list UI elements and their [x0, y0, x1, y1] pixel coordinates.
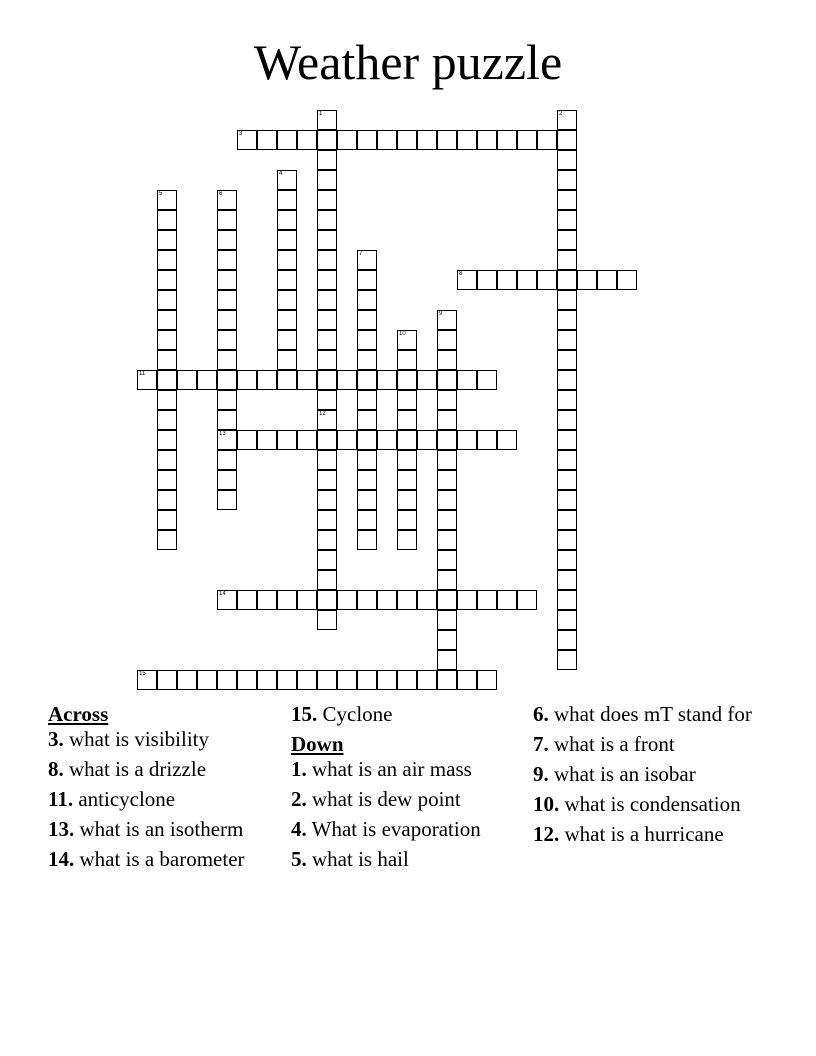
crossword-cell[interactable]	[217, 270, 237, 290]
crossword-cell[interactable]	[217, 290, 237, 310]
crossword-cell[interactable]	[317, 390, 337, 410]
crossword-cell[interactable]	[157, 470, 177, 490]
crossword-cell[interactable]	[317, 110, 337, 130]
crossword-cell[interactable]	[317, 310, 337, 330]
crossword-cell[interactable]	[277, 190, 297, 210]
crossword-cell[interactable]	[297, 370, 317, 390]
crossword-cell[interactable]	[437, 630, 457, 650]
clue-number: 1	[319, 111, 323, 117]
crossword-cell[interactable]	[437, 390, 457, 410]
clue-number-label: 1.	[291, 757, 307, 781]
clue-column-2	[291, 702, 523, 877]
crossword-cell[interactable]	[217, 450, 237, 470]
crossword-cell[interactable]	[357, 370, 377, 390]
crossword-cell[interactable]	[317, 410, 337, 430]
crossword-cell[interactable]	[277, 310, 297, 330]
crossword-cell[interactable]	[557, 510, 577, 530]
crossword-cell[interactable]	[437, 510, 457, 530]
clue-item	[533, 762, 765, 787]
crossword-cell[interactable]	[437, 370, 457, 390]
clue-item	[48, 817, 280, 842]
crossword-cell[interactable]	[217, 590, 237, 610]
crossword-cell[interactable]	[597, 270, 617, 290]
clue-text: what is a front	[548, 732, 675, 756]
crossword-cell[interactable]	[537, 270, 557, 290]
crossword-cell[interactable]	[557, 610, 577, 630]
crossword-cell[interactable]	[317, 570, 337, 590]
crossword-cell[interactable]	[437, 650, 457, 670]
crossword-cell[interactable]	[397, 510, 417, 530]
crossword-cell[interactable]	[377, 590, 397, 610]
crossword-cell[interactable]	[577, 270, 597, 290]
crossword-cell[interactable]	[557, 250, 577, 270]
clue-text: what is condensation	[559, 792, 741, 816]
crossword-cell[interactable]	[397, 370, 417, 390]
clue-item	[291, 757, 523, 782]
clue-text: what is a hurricane	[559, 822, 724, 846]
crossword-cell[interactable]	[397, 350, 417, 370]
clue-text: what is a barometer	[74, 847, 245, 871]
clue-item	[291, 817, 523, 842]
clue-number: 6	[219, 191, 223, 197]
crossword-cell[interactable]	[357, 470, 377, 490]
crossword-cell[interactable]	[217, 490, 237, 510]
crossword-cell[interactable]	[357, 350, 377, 370]
clue-item	[533, 822, 765, 847]
clue-number: 15	[139, 671, 146, 677]
clue-text: what is an isotherm	[74, 817, 244, 841]
clue-text: what is a drizzle	[63, 757, 207, 781]
crossword-cell[interactable]	[437, 450, 457, 470]
crossword-cell[interactable]	[357, 250, 377, 270]
clue-item	[533, 702, 765, 727]
crossword-cell[interactable]	[357, 430, 377, 450]
crossword-cell[interactable]	[157, 430, 177, 450]
crossword-cell[interactable]	[277, 270, 297, 290]
crossword-cell[interactable]	[557, 490, 577, 510]
crossword-cell[interactable]	[357, 410, 377, 430]
crossword-cell[interactable]	[157, 270, 177, 290]
crossword-cell[interactable]	[237, 670, 257, 690]
clue-number: 11	[139, 371, 146, 377]
crossword-cell[interactable]	[217, 190, 237, 210]
crossword-cell[interactable]	[157, 670, 177, 690]
crossword-cell[interactable]	[217, 390, 237, 410]
crossword-cell[interactable]	[217, 470, 237, 490]
crossword-cell[interactable]	[277, 430, 297, 450]
crossword-cell[interactable]	[297, 670, 317, 690]
crossword-cell[interactable]	[397, 390, 417, 410]
clue-text: Cyclone	[317, 702, 393, 726]
crossword-cell[interactable]	[317, 290, 337, 310]
crossword-cell[interactable]	[317, 370, 337, 390]
crossword-cell[interactable]	[357, 390, 377, 410]
crossword-cell[interactable]	[457, 370, 477, 390]
crossword-cell[interactable]	[357, 330, 377, 350]
crossword-cell[interactable]	[277, 170, 297, 190]
clue-item	[291, 847, 523, 872]
crossword-cell[interactable]	[497, 430, 517, 450]
crossword-cell[interactable]	[337, 370, 357, 390]
crossword-cell[interactable]	[457, 270, 477, 290]
crossword-cell[interactable]	[317, 330, 337, 350]
clue-number-label: 14.	[48, 847, 75, 871]
crossword-cell[interactable]	[217, 210, 237, 230]
crossword-cell[interactable]	[237, 430, 257, 450]
clue-text: what is dew point	[306, 787, 461, 811]
clue-item	[291, 702, 523, 727]
puzzle-title: Weather puzzle	[253, 34, 563, 90]
crossword-cell[interactable]	[357, 590, 377, 610]
crossword-cell[interactable]	[397, 590, 417, 610]
clue-number-label: 8.	[48, 757, 64, 781]
crossword-cell[interactable]	[197, 370, 217, 390]
crossword-cell[interactable]	[397, 530, 417, 550]
crossword-cell[interactable]	[317, 590, 337, 610]
clue-text: what does mT stand for	[548, 702, 752, 726]
crossword-cell[interactable]	[337, 130, 357, 150]
crossword-cell[interactable]	[557, 370, 577, 390]
clue-column-3	[533, 702, 765, 852]
crossword-cell[interactable]	[397, 330, 417, 350]
crossword-cell[interactable]	[417, 430, 437, 450]
crossword-cell[interactable]	[557, 310, 577, 330]
crossword-cell[interactable]	[557, 150, 577, 170]
crossword-cell[interactable]	[217, 430, 237, 450]
crossword-cell[interactable]	[557, 270, 577, 290]
crossword-cell[interactable]	[457, 130, 477, 150]
crossword-cell[interactable]	[217, 230, 237, 250]
crossword-cell[interactable]	[297, 130, 317, 150]
clue-text: what is visibility	[63, 727, 210, 751]
crossword-cell[interactable]	[177, 370, 197, 390]
crossword-cell[interactable]	[157, 410, 177, 430]
clue-item	[48, 847, 280, 872]
crossword-cell[interactable]	[237, 130, 257, 150]
clue-number: 7	[359, 251, 363, 257]
clue-text: what is an air mass	[306, 757, 472, 781]
clue-number-label: 10.	[533, 792, 560, 816]
crossword-cell[interactable]	[317, 170, 337, 190]
crossword-cell[interactable]	[317, 130, 337, 150]
crossword-cell[interactable]	[357, 290, 377, 310]
crossword-cell[interactable]	[157, 230, 177, 250]
crossword-cell[interactable]	[157, 190, 177, 210]
crossword-cell[interactable]	[397, 450, 417, 470]
crossword-cell[interactable]	[317, 450, 337, 470]
crossword-cell[interactable]	[337, 430, 357, 450]
crossword-cell[interactable]	[317, 510, 337, 530]
crossword-cell[interactable]	[497, 590, 517, 610]
crossword-cell[interactable]	[417, 670, 437, 690]
crossword-cell[interactable]	[377, 430, 397, 450]
clue-number: 4	[279, 171, 283, 177]
crossword-cell[interactable]	[557, 330, 577, 350]
crossword-cell[interactable]	[277, 230, 297, 250]
clue-item	[48, 787, 280, 812]
across-heading: Across	[48, 702, 109, 726]
crossword-cell[interactable]	[557, 350, 577, 370]
clue-number: 12	[319, 411, 326, 417]
crossword-cell[interactable]	[517, 270, 537, 290]
crossword-cell[interactable]	[217, 350, 237, 370]
crossword-cell[interactable]	[477, 270, 497, 290]
crossword-cell[interactable]	[497, 270, 517, 290]
crossword-cell[interactable]	[277, 210, 297, 230]
crossword-cell[interactable]	[337, 590, 357, 610]
crossword-cell[interactable]	[157, 390, 177, 410]
crossword-cell[interactable]	[297, 590, 317, 610]
crossword-cell[interactable]	[317, 250, 337, 270]
clue-number: 9	[439, 311, 443, 317]
crossword-cell[interactable]	[557, 390, 577, 410]
crossword-cell[interactable]	[557, 410, 577, 430]
crossword-cell[interactable]	[157, 510, 177, 530]
crossword-cell[interactable]	[357, 270, 377, 290]
crossword-cell[interactable]	[477, 370, 497, 390]
crossword-cell[interactable]	[457, 670, 477, 690]
crossword-cell[interactable]	[437, 470, 457, 490]
crossword-cell[interactable]	[317, 150, 337, 170]
crossword-cell[interactable]	[277, 590, 297, 610]
crossword-cell[interactable]	[317, 530, 337, 550]
clue-number-label: 7.	[533, 732, 549, 756]
crossword-cell[interactable]	[417, 130, 437, 150]
crossword-cell[interactable]	[317, 670, 337, 690]
crossword-cell[interactable]	[137, 370, 157, 390]
clue-number: 8	[459, 271, 463, 277]
crossword-cell[interactable]	[197, 670, 217, 690]
crossword-cell[interactable]	[557, 430, 577, 450]
crossword-cell[interactable]	[157, 530, 177, 550]
crossword-cell[interactable]	[157, 210, 177, 230]
clue-number-label: 5.	[291, 847, 307, 871]
clue-text: what is hail	[306, 847, 409, 871]
crossword-cell[interactable]	[517, 130, 537, 150]
crossword-cell[interactable]	[157, 450, 177, 470]
crossword-cell[interactable]	[477, 130, 497, 150]
crossword-cell[interactable]	[357, 490, 377, 510]
crossword-cell[interactable]	[277, 250, 297, 270]
crossword-cell[interactable]	[217, 670, 237, 690]
clue-item	[48, 757, 280, 782]
crossword-cell[interactable]	[277, 370, 297, 390]
crossword-cell[interactable]	[557, 110, 577, 130]
crossword-cell[interactable]	[477, 670, 497, 690]
clue-number: 14	[219, 591, 226, 597]
clue-text: anticyclone	[73, 787, 176, 811]
clue-text: what is an isobar	[548, 762, 696, 786]
crossword-cell[interactable]	[357, 670, 377, 690]
crossword-cell[interactable]	[317, 270, 337, 290]
crossword-cell[interactable]	[497, 130, 517, 150]
crossword-cell[interactable]	[317, 430, 337, 450]
crossword-cell[interactable]	[217, 330, 237, 350]
crossword-cell[interactable]	[257, 670, 277, 690]
clue-number-label: 9.	[533, 762, 549, 786]
crossword-cell[interactable]	[337, 670, 357, 690]
crossword-cell[interactable]	[537, 130, 557, 150]
crossword-cell[interactable]	[357, 450, 377, 470]
clue-item	[533, 792, 765, 817]
clue-item	[291, 787, 523, 812]
crossword-cell[interactable]	[277, 350, 297, 370]
crossword-cell[interactable]	[457, 430, 477, 450]
crossword-cell[interactable]	[557, 550, 577, 570]
crossword-cell[interactable]	[257, 590, 277, 610]
crossword-cell[interactable]	[417, 370, 437, 390]
crossword-cell[interactable]	[557, 590, 577, 610]
crossword-cell[interactable]	[437, 410, 457, 430]
crossword-cell[interactable]	[437, 610, 457, 630]
crossword-cell[interactable]	[557, 530, 577, 550]
clue-number: 13	[219, 431, 226, 437]
crossword-cell[interactable]	[357, 530, 377, 550]
crossword-cell[interactable]	[457, 590, 477, 610]
crossword-cell[interactable]	[237, 370, 257, 390]
crossword-cell[interactable]	[317, 230, 337, 250]
crossword-cell[interactable]	[317, 350, 337, 370]
crossword-cell[interactable]	[277, 290, 297, 310]
crossword-cell[interactable]	[437, 590, 457, 610]
crossword-cell[interactable]	[557, 230, 577, 250]
crossword-cell[interactable]	[357, 310, 377, 330]
clue-number-label: 12.	[533, 822, 560, 846]
crossword-cell[interactable]	[557, 650, 577, 670]
crossword-cell[interactable]	[397, 670, 417, 690]
crossword-cell[interactable]	[377, 670, 397, 690]
crossword-cell[interactable]	[317, 490, 337, 510]
crossword-cell[interactable]	[217, 410, 237, 430]
crossword-cell[interactable]	[437, 570, 457, 590]
crossword-cell[interactable]	[557, 450, 577, 470]
crossword-cell[interactable]	[137, 670, 157, 690]
clue-number-label: 13.	[48, 817, 75, 841]
crossword-cell[interactable]	[437, 530, 457, 550]
crossword-cell[interactable]	[477, 590, 497, 610]
crossword-cell[interactable]	[277, 330, 297, 350]
crossword-cell[interactable]	[317, 550, 337, 570]
clue-number: 5	[159, 191, 163, 197]
crossword-cell[interactable]	[157, 350, 177, 370]
crossword-cell[interactable]	[437, 350, 457, 370]
crossword-cell[interactable]	[397, 490, 417, 510]
crossword-cell[interactable]	[157, 310, 177, 330]
crossword-cell[interactable]	[437, 130, 457, 150]
crossword-cell[interactable]	[437, 550, 457, 570]
crossword-cell[interactable]	[157, 290, 177, 310]
crossword-cell[interactable]	[557, 190, 577, 210]
crossword-cell[interactable]	[157, 330, 177, 350]
clue-item	[48, 727, 280, 752]
crossword-cell[interactable]	[437, 430, 457, 450]
clue-text: What is evaporation	[306, 817, 481, 841]
crossword-cell[interactable]	[557, 170, 577, 190]
clue-number: 3	[239, 131, 243, 137]
crossword-cell[interactable]	[557, 570, 577, 590]
crossword-cell[interactable]	[317, 470, 337, 490]
crossword-cell[interactable]	[157, 250, 177, 270]
crossword-cell[interactable]	[277, 130, 297, 150]
crossword-cell[interactable]	[237, 590, 257, 610]
crossword-cell[interactable]	[557, 290, 577, 310]
crossword-cell[interactable]	[177, 670, 197, 690]
clue-number-label: 4.	[291, 817, 307, 841]
clue-number: 10	[399, 331, 406, 337]
clue-number-label: 6.	[533, 702, 549, 726]
crossword-cell[interactable]	[397, 130, 417, 150]
crossword-cell[interactable]	[617, 270, 637, 290]
clue-column-1	[48, 702, 280, 877]
crossword-cell[interactable]	[397, 470, 417, 490]
crossword-cell[interactable]	[437, 310, 457, 330]
crossword-cell[interactable]	[157, 370, 177, 390]
clue-number-label: 2.	[291, 787, 307, 811]
crossword-cell[interactable]	[557, 130, 577, 150]
crossword-cell[interactable]	[217, 370, 237, 390]
clue-number-label: 15.	[291, 702, 318, 726]
crossword-cell[interactable]	[257, 370, 277, 390]
down-heading: Down	[291, 732, 344, 756]
crossword-cell[interactable]	[397, 430, 417, 450]
crossword-cell[interactable]	[217, 250, 237, 270]
crossword-cell[interactable]	[557, 210, 577, 230]
clue-number-label: 3.	[48, 727, 64, 751]
crossword-cell[interactable]	[377, 130, 397, 150]
crossword-cell[interactable]	[417, 590, 437, 610]
clue-number-label: 11.	[48, 787, 74, 811]
crossword-cell[interactable]	[557, 630, 577, 650]
crossword-cell[interactable]	[157, 490, 177, 510]
crossword-cell[interactable]	[317, 210, 337, 230]
crossword-cell[interactable]	[277, 670, 297, 690]
crossword-cell[interactable]	[217, 310, 237, 330]
crossword-cell[interactable]	[477, 430, 497, 450]
crossword-cell[interactable]	[317, 190, 337, 210]
crossword-cell[interactable]	[357, 510, 377, 530]
crossword-cell[interactable]	[257, 430, 277, 450]
clue-number: 2	[559, 111, 563, 117]
crossword-cell[interactable]	[317, 610, 337, 630]
crossword-cell[interactable]	[297, 430, 317, 450]
crossword-cell[interactable]	[437, 330, 457, 350]
crossword-cell[interactable]	[517, 590, 537, 610]
clue-item	[533, 732, 765, 757]
crossword-cell[interactable]	[357, 130, 377, 150]
crossword-cell[interactable]	[257, 130, 277, 150]
crossword-cell[interactable]	[397, 410, 417, 430]
crossword-cell[interactable]	[377, 370, 397, 390]
crossword-cell[interactable]	[437, 670, 457, 690]
crossword-cell[interactable]	[557, 470, 577, 490]
crossword-cell[interactable]	[437, 490, 457, 510]
